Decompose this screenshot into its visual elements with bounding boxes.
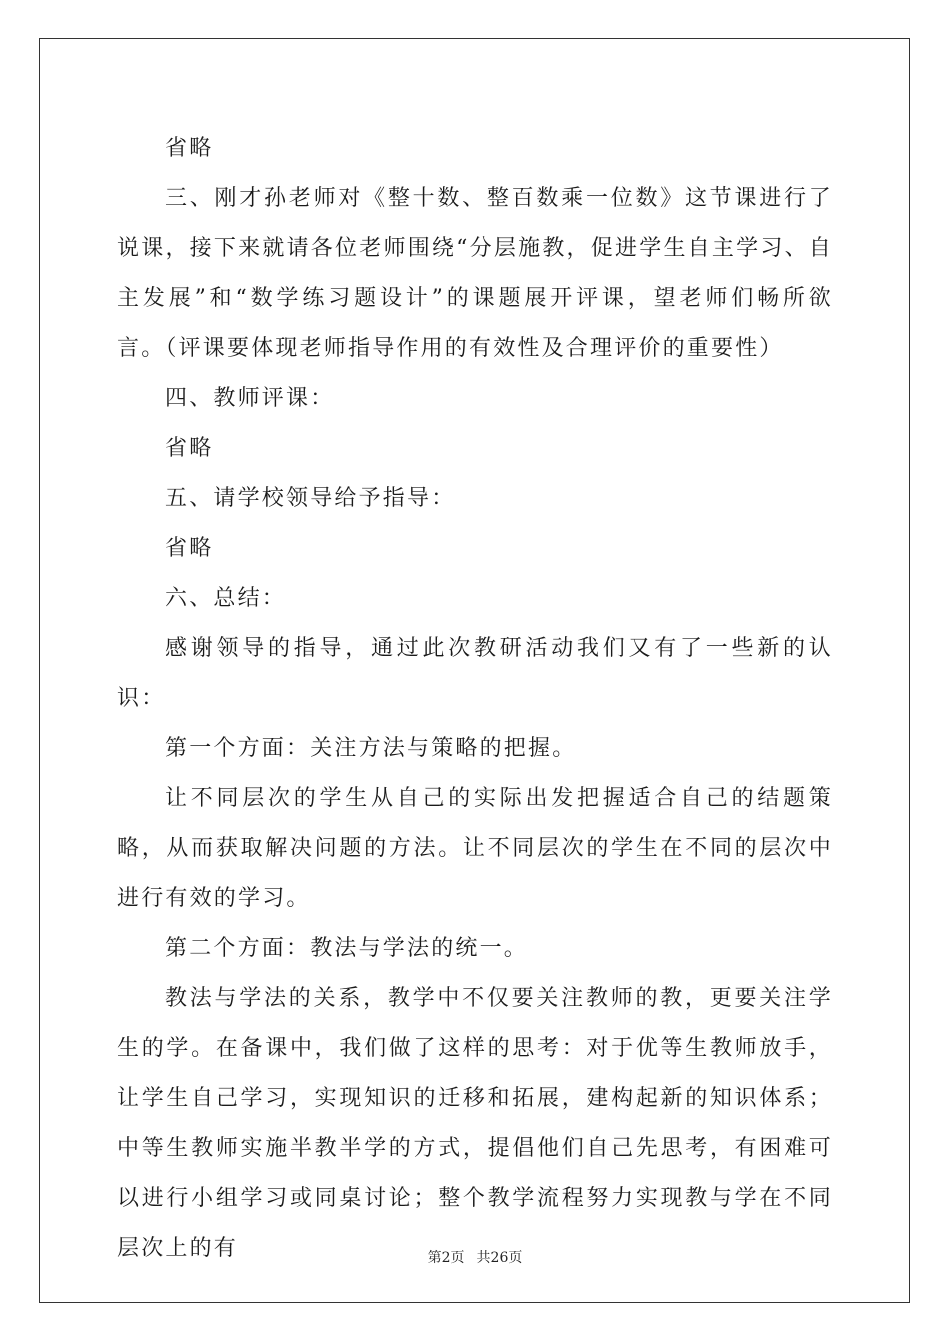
paragraph: 六、总结： bbox=[165, 586, 287, 611]
paragraph: 省略 bbox=[165, 436, 214, 461]
paragraph: 让不同层次的学生从自己的实际出发把握适合自己的结题策略，从而获取解决问题的方法。让不同层次的学生在不同的层次中进行有效的学习。 bbox=[117, 786, 833, 911]
paragraph: 省略 bbox=[165, 536, 214, 561]
paragraph: 四、教师评课： bbox=[165, 386, 335, 411]
paragraph: 三、刚才孙老师对《整十数、整百数乘一位数》这节课进行了说课，接下来就请各位老师围绕“分层施教，促进学生自主学习、自主发展”和“数学练习题设计”的课题展开评课，望老师们畅所欲言。（评课要体现老师指导作用的有效性及合理评价的重要性） bbox=[117, 186, 833, 361]
paragraph: 第二个方面：教法与学法的统一。 bbox=[165, 936, 529, 961]
document-body bbox=[117, 124, 833, 1274]
paragraph: 五、请学校领导给予指导： bbox=[165, 486, 456, 511]
paragraph: 感谢领导的指导，通过此次教研活动我们又有了一些新的认识： bbox=[117, 636, 833, 711]
paragraph: 第一个方面：关注方法与策略的把握。 bbox=[165, 736, 577, 761]
page-total: 共26页 bbox=[476, 1250, 523, 1266]
paragraph: 教法与学法的关系，教学中不仅要关注教师的教，更要关注学生的学。在备课中，我们做了这样的思考：对于优等生教师放手，让学生自己学习，实现知识的迁移和拓展，建构起新的知识体系；中等生教师实施半教半学的方式，提倡他们自己先思考，有困难可以进行小组学习或同桌讨论；整个教学流程努力实现教与学在不同层次上的有 bbox=[117, 986, 833, 1261]
page-footer bbox=[0, 1247, 950, 1267]
page-number: 第2页 bbox=[427, 1250, 465, 1266]
paragraph: 省略 bbox=[165, 136, 214, 161]
